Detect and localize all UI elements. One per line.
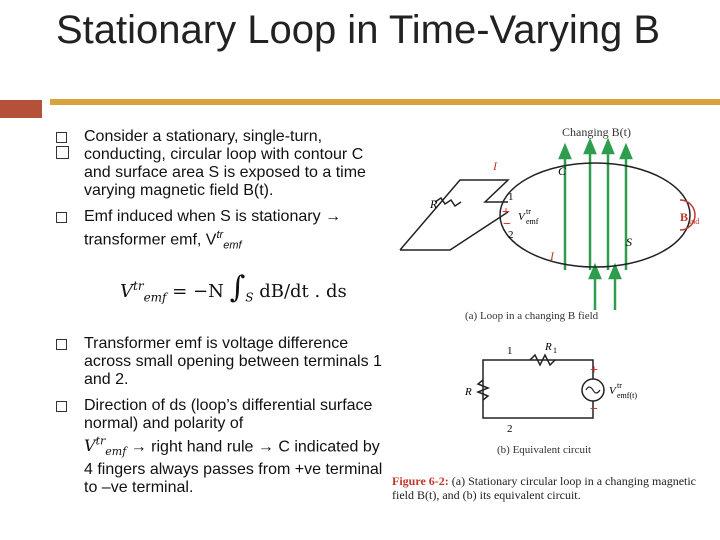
loop-diagram (390, 120, 715, 515)
circuit-1: 1 (507, 345, 513, 357)
field-lines (560, 141, 631, 310)
formula-integrand: dB/dt . ds (259, 281, 347, 302)
fig-v-sup: tr (526, 207, 531, 216)
formula-integral-sub: S (245, 290, 254, 305)
circuit-minus: − (590, 402, 598, 417)
fig-label-s: S (626, 235, 632, 249)
circuit-v: V (609, 385, 616, 397)
fig-top-label: Changing B(t) (562, 125, 631, 139)
bullet-text: Emf induced when S is stationary → transformer emf, V (84, 208, 342, 249)
fig-label-i: I (493, 159, 497, 173)
circuit-loop (483, 360, 593, 418)
bullet-item: Emf induced when S is stationary → transformer emf, $V^{tr}_{emf}$ (56, 208, 386, 255)
fig-label-c: C (558, 164, 567, 178)
fig-plus: + (502, 205, 510, 220)
circuit-2: 2 (507, 423, 513, 435)
fig-label-r: R (430, 197, 438, 211)
bullet-text: Transformer emf is voltage difference across small opening between terminals 1 and 2. (84, 334, 382, 388)
bullet-text: Direction of ds (loop’s differential surface normal) and polarity of (84, 396, 373, 432)
formula-sup: tr (133, 279, 144, 293)
caption-fig-label: Figure 6-2: (392, 474, 449, 488)
emf-formula (120, 270, 347, 305)
fig-label-i2: I (550, 249, 554, 263)
fig-bind-sub: ind (689, 217, 700, 226)
formula-sub: emf (143, 290, 167, 305)
caption-text: (a) Stationary circular loop in a changing magnetic field B(t), and (b) its equivalent circuit. (392, 474, 697, 502)
slide-title: Stationary Loop in Time-Varying B (56, 8, 661, 52)
circuit-r: R (465, 386, 472, 398)
circuit-r1-sub: 1 (553, 346, 557, 355)
bullet-text-cont: → right hand rule → C indicated by 4 fingers always passes from +ve terminal to –ve terminal. (84, 437, 383, 497)
title-accent-bar (0, 100, 42, 118)
bullet-marker (56, 132, 67, 143)
fig-v-sub: emf (526, 217, 539, 226)
fig-caption-b: (b) Equivalent circuit (497, 444, 592, 456)
formula-lhs: V (120, 281, 133, 302)
bullet-marker (56, 339, 67, 350)
loop-leads (400, 180, 508, 250)
circuit-plus: + (590, 363, 598, 378)
circuit-r1: R (545, 341, 552, 353)
circuit-v-sup: tr (617, 381, 622, 390)
fig-caption-a: (a) Loop in a changing B field (465, 310, 599, 322)
formula-eq: = −N (172, 281, 224, 302)
figure (390, 120, 715, 515)
title-underline (50, 99, 720, 105)
fig-v: V (518, 211, 525, 223)
fig-label-2: 2 (508, 229, 514, 241)
fig-label-1: 1 (508, 191, 514, 203)
circuit-v-sub: emf(t) (617, 391, 637, 400)
integral-sign: ∫ (229, 270, 246, 305)
bullet-marker (56, 212, 67, 223)
bullet-item: Direction of ds (loop’s differential surface normal) and polarity of $V^{tr}_{emf}$ → right hand rule → C indicated by 4 fingers always passes from +ve terminal to –ve terminal. (56, 397, 386, 498)
bullet-item (56, 335, 386, 389)
fig-bind: B (680, 210, 689, 224)
bullet-item (56, 128, 386, 200)
bullet-text: Consider a stationary, single-turn, conducting, circular loop with contour C and surface area S is exposed to a time varying magnetic field B(t). (84, 128, 366, 199)
bullet-marker (56, 401, 67, 412)
fig-minus: − (503, 217, 511, 232)
figure-caption (392, 474, 712, 502)
bullet-list (56, 128, 386, 505)
